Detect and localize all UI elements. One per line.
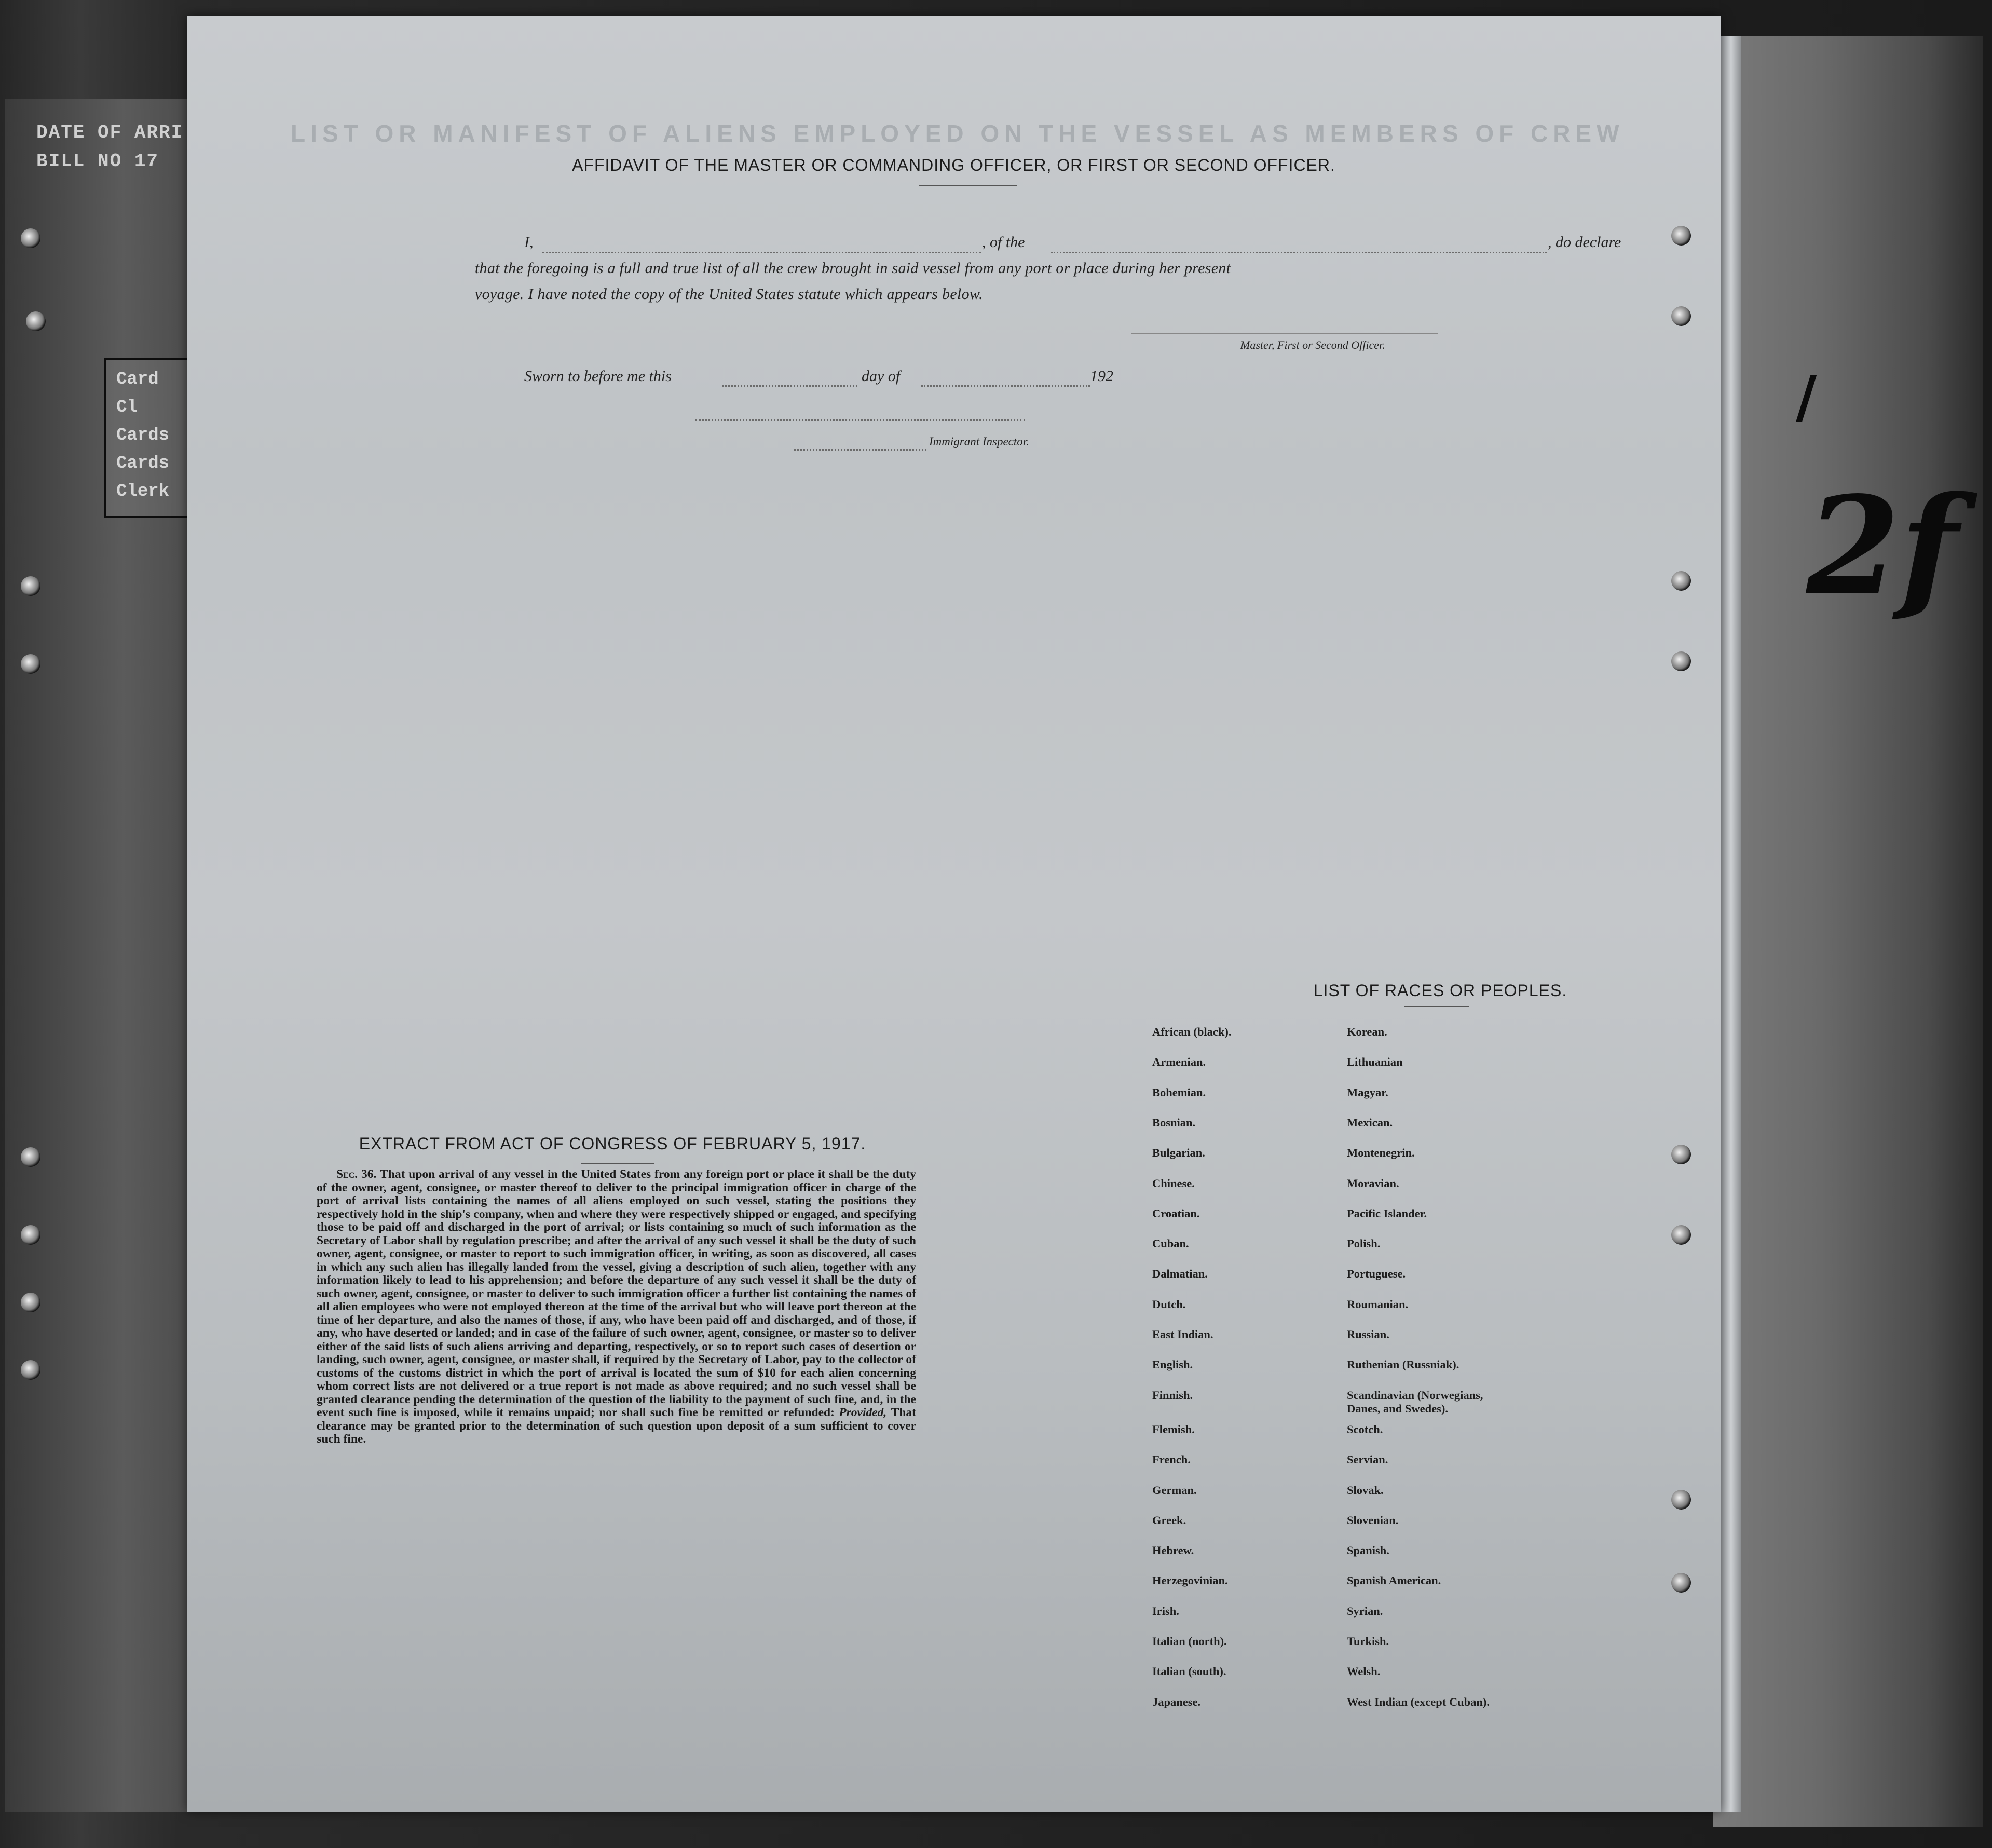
affidavit-line-3: voyage. I have noted the copy of the United States statute which appears below. — [475, 286, 983, 303]
race-item: Scotch. — [1347, 1422, 1383, 1436]
race-item: German. — [1152, 1483, 1197, 1497]
sworn-year: 192 — [1090, 368, 1113, 385]
officer-name-field[interactable] — [542, 252, 981, 253]
inspector-caption: Immigrant Inspector. — [929, 435, 1029, 448]
bill-number-label: BILL NO 17 — [36, 151, 159, 172]
race-item: Turkish. — [1347, 1635, 1389, 1648]
affidavit-title: AFFIDAVIT OF THE MASTER OR COMMANDING OFFICER, OR FIRST OR SECOND OFFICER. — [572, 156, 1335, 174]
handwritten-mark: 2f — [1806, 467, 1958, 626]
affidavit-of-the: , of the — [982, 234, 1025, 251]
race-item: Finnish. — [1152, 1388, 1193, 1402]
race-item: Russian. — [1347, 1328, 1389, 1341]
binder-hole-icon — [1671, 1145, 1691, 1164]
bleed-through-heading: LIST OR MANIFEST OF ALIENS EMPLOYED ON THE VESSEL AS MEMBERS OF CREW — [291, 120, 1625, 147]
race-item: Ruthenian (Russniak). — [1347, 1358, 1459, 1371]
race-item: Slovak. — [1347, 1483, 1384, 1497]
race-item: Moravian. — [1347, 1176, 1399, 1190]
race-item: Herzegovinian. — [1152, 1574, 1228, 1587]
race-item: Roumanian. — [1347, 1297, 1409, 1311]
title-divider — [919, 185, 1017, 186]
race-item: Greek. — [1152, 1513, 1186, 1527]
race-item: Croatian. — [1152, 1206, 1200, 1220]
race-item: Scandinavian (Norwegians, — [1347, 1388, 1483, 1402]
race-item: Korean. — [1347, 1025, 1387, 1038]
binder-hole-icon — [1671, 1225, 1691, 1245]
card-stamp — [104, 358, 199, 518]
extract-text-part1: That upon arrival of any vessel in the United States from any foreign port or place it shall be the duty of the owner, agent, consignee, or master thereof to deliver to the principal immigration officer in charge of the port of arrival lists containing the names of all aliens employed on such vessel, stating the positions they respectively hold in the ship's company, when and where they were respectively shipped or engaged, and specifying those to be paid off and discharged in the port of arrival; or lists containing so much of such information as the Secretary of Labor shall by regulation prescribe; and after the arrival of any such vessel it shall be the duty of such owner, agent, consignee, or master to report to such immigration officer, in writing, as soon as discovered, all cases in which any such alien has illegally landed from the vessel, giving a description of such alien, together with any information likely to lead to his apprehension; and before the departure of any such vessel it shall be the duty of such owner, agent, consignee, or master to deliver to such immigration officer a further list containing the names of all alien employees who were not employed thereon at the time of the arrival but who will leave port thereon at the time of her departure, and also the names of those, if any, who have been paid off and discharged, and of those, if any, who have deserted or landed; and in case of the failure of such owner, agent, consignee, or master so to deliver either of the said lists of such aliens arriving and departing, respectively, or so to report such cases of desertion or landing, such owner, agent, consignee, or master shall, if required by the Secretary of Labor, pay to the collector of customs of the customs district in which the port of arrival is located the sum of $10 for each alien concerning whom correct lists are not delivered or a true report is not made as above required; and no such vessel shall be granted clearance pending the determination of the question of the liability to the payment of such fine, and, in the event such fine is imposed, while it remains unpaid; nor shall such fine be remitted or refunded: — [317, 1167, 916, 1419]
races-title: LIST OF RACES OR PEOPLES. — [1313, 981, 1567, 1000]
race-item: Dutch. — [1152, 1297, 1186, 1311]
sworn-day-of: day of — [862, 368, 901, 385]
race-item: Portuguese. — [1347, 1267, 1406, 1281]
handwritten-tick: / — [1796, 363, 1817, 430]
binder-ring-icon — [21, 1360, 40, 1380]
binder-ring-icon — [21, 1293, 40, 1312]
race-item: Bohemian. — [1152, 1085, 1206, 1099]
binder-ring-icon — [21, 576, 40, 596]
binder-hole-icon — [1671, 306, 1691, 326]
race-item: Servian. — [1347, 1453, 1388, 1466]
signature-line[interactable] — [1131, 333, 1438, 334]
extract-body — [317, 1168, 916, 1446]
race-item: East Indian. — [1152, 1328, 1213, 1341]
race-item: Hebrew. — [1152, 1544, 1194, 1557]
race-item: Syrian. — [1347, 1604, 1383, 1618]
sworn-day-field[interactable] — [722, 385, 857, 387]
race-item: Italian (north). — [1152, 1635, 1227, 1648]
race-item: Spanish American. — [1347, 1574, 1441, 1587]
binder-ring-icon — [21, 1147, 40, 1167]
race-item: Danes, and Swedes). — [1347, 1402, 1449, 1415]
vessel-name-field[interactable] — [1051, 252, 1547, 253]
binder-hole-icon — [1671, 651, 1691, 671]
extract-text-part2: That clearance may be granted prior to the determination of such question upon deposit of a sum sufficient to cover such fine. — [317, 1406, 917, 1446]
race-item: Flemish. — [1152, 1422, 1195, 1436]
race-item: Slovenian. — [1347, 1513, 1399, 1527]
binder-ring-icon — [21, 654, 40, 674]
sworn-prefix: Sworn to before me this — [524, 368, 672, 385]
race-item: Dalmatian. — [1152, 1267, 1208, 1281]
card-stamp-line: Card — [116, 370, 159, 389]
card-stamp-line: Cards — [116, 426, 170, 445]
binder-hole-icon — [1671, 1573, 1691, 1593]
underlying-page-right — [1713, 36, 1983, 1827]
underlying-page-left — [5, 99, 202, 1812]
extract-divider — [581, 1163, 654, 1164]
race-item: Pacific Islander. — [1347, 1206, 1427, 1220]
race-item: Bosnian. — [1152, 1116, 1196, 1129]
races-divider — [1404, 1006, 1469, 1007]
race-item: Irish. — [1152, 1604, 1179, 1618]
race-item: African (black). — [1152, 1025, 1232, 1038]
binder-hole-icon — [1671, 571, 1691, 591]
binder-ring-icon — [26, 311, 46, 331]
race-item: Polish. — [1347, 1237, 1381, 1251]
affidavit-do-declare: , do declare — [1548, 234, 1621, 251]
race-item: Japanese. — [1152, 1695, 1201, 1708]
manifest-page — [187, 16, 1721, 1812]
signature-caption: Master, First or Second Officer. — [1240, 338, 1385, 351]
race-item: West Indian (except Cuban). — [1347, 1695, 1490, 1708]
binder-ring-icon — [21, 1225, 40, 1245]
race-item: Italian (south). — [1152, 1665, 1226, 1678]
proviso-label: Provided, — [839, 1406, 887, 1419]
sworn-month-field[interactable] — [921, 385, 1090, 387]
card-stamp-line: Cards — [116, 454, 170, 473]
page-edge — [1721, 36, 1741, 1812]
race-item: Montenegrin. — [1347, 1146, 1415, 1160]
binder-ring-icon — [21, 228, 40, 248]
affidavit-line-2: that the foregoing is a full and true list of all the crew brought in said vessel from any port or place during her present — [475, 260, 1231, 277]
race-item: French. — [1152, 1453, 1191, 1466]
race-item: Spanish. — [1347, 1544, 1389, 1557]
race-item: Bulgarian. — [1152, 1146, 1205, 1160]
section-label: Sec. 36. — [336, 1167, 377, 1181]
inspector-name-line[interactable] — [794, 449, 926, 451]
affidavit-i: I, — [524, 234, 534, 251]
card-stamp-line: Clerk — [116, 482, 170, 501]
race-item: Magyar. — [1347, 1085, 1388, 1099]
race-item: Cuban. — [1152, 1237, 1189, 1251]
race-item: Mexican. — [1347, 1116, 1393, 1129]
extract-title: EXTRACT FROM ACT OF CONGRESS OF FEBRUARY 5, 1917. — [359, 1134, 866, 1153]
inspector-signature-line[interactable] — [695, 419, 1025, 421]
binder-hole-icon — [1671, 226, 1691, 246]
race-item: English. — [1152, 1358, 1193, 1371]
binder-hole-icon — [1671, 1490, 1691, 1510]
race-item: Armenian. — [1152, 1055, 1206, 1069]
date-of-arrival-label: DATE OF ARRI — [36, 122, 184, 143]
card-stamp-line: Cl — [116, 398, 138, 417]
race-item: Lithuanian — [1347, 1055, 1403, 1069]
race-item: Chinese. — [1152, 1176, 1195, 1190]
race-item: Welsh. — [1347, 1665, 1381, 1678]
